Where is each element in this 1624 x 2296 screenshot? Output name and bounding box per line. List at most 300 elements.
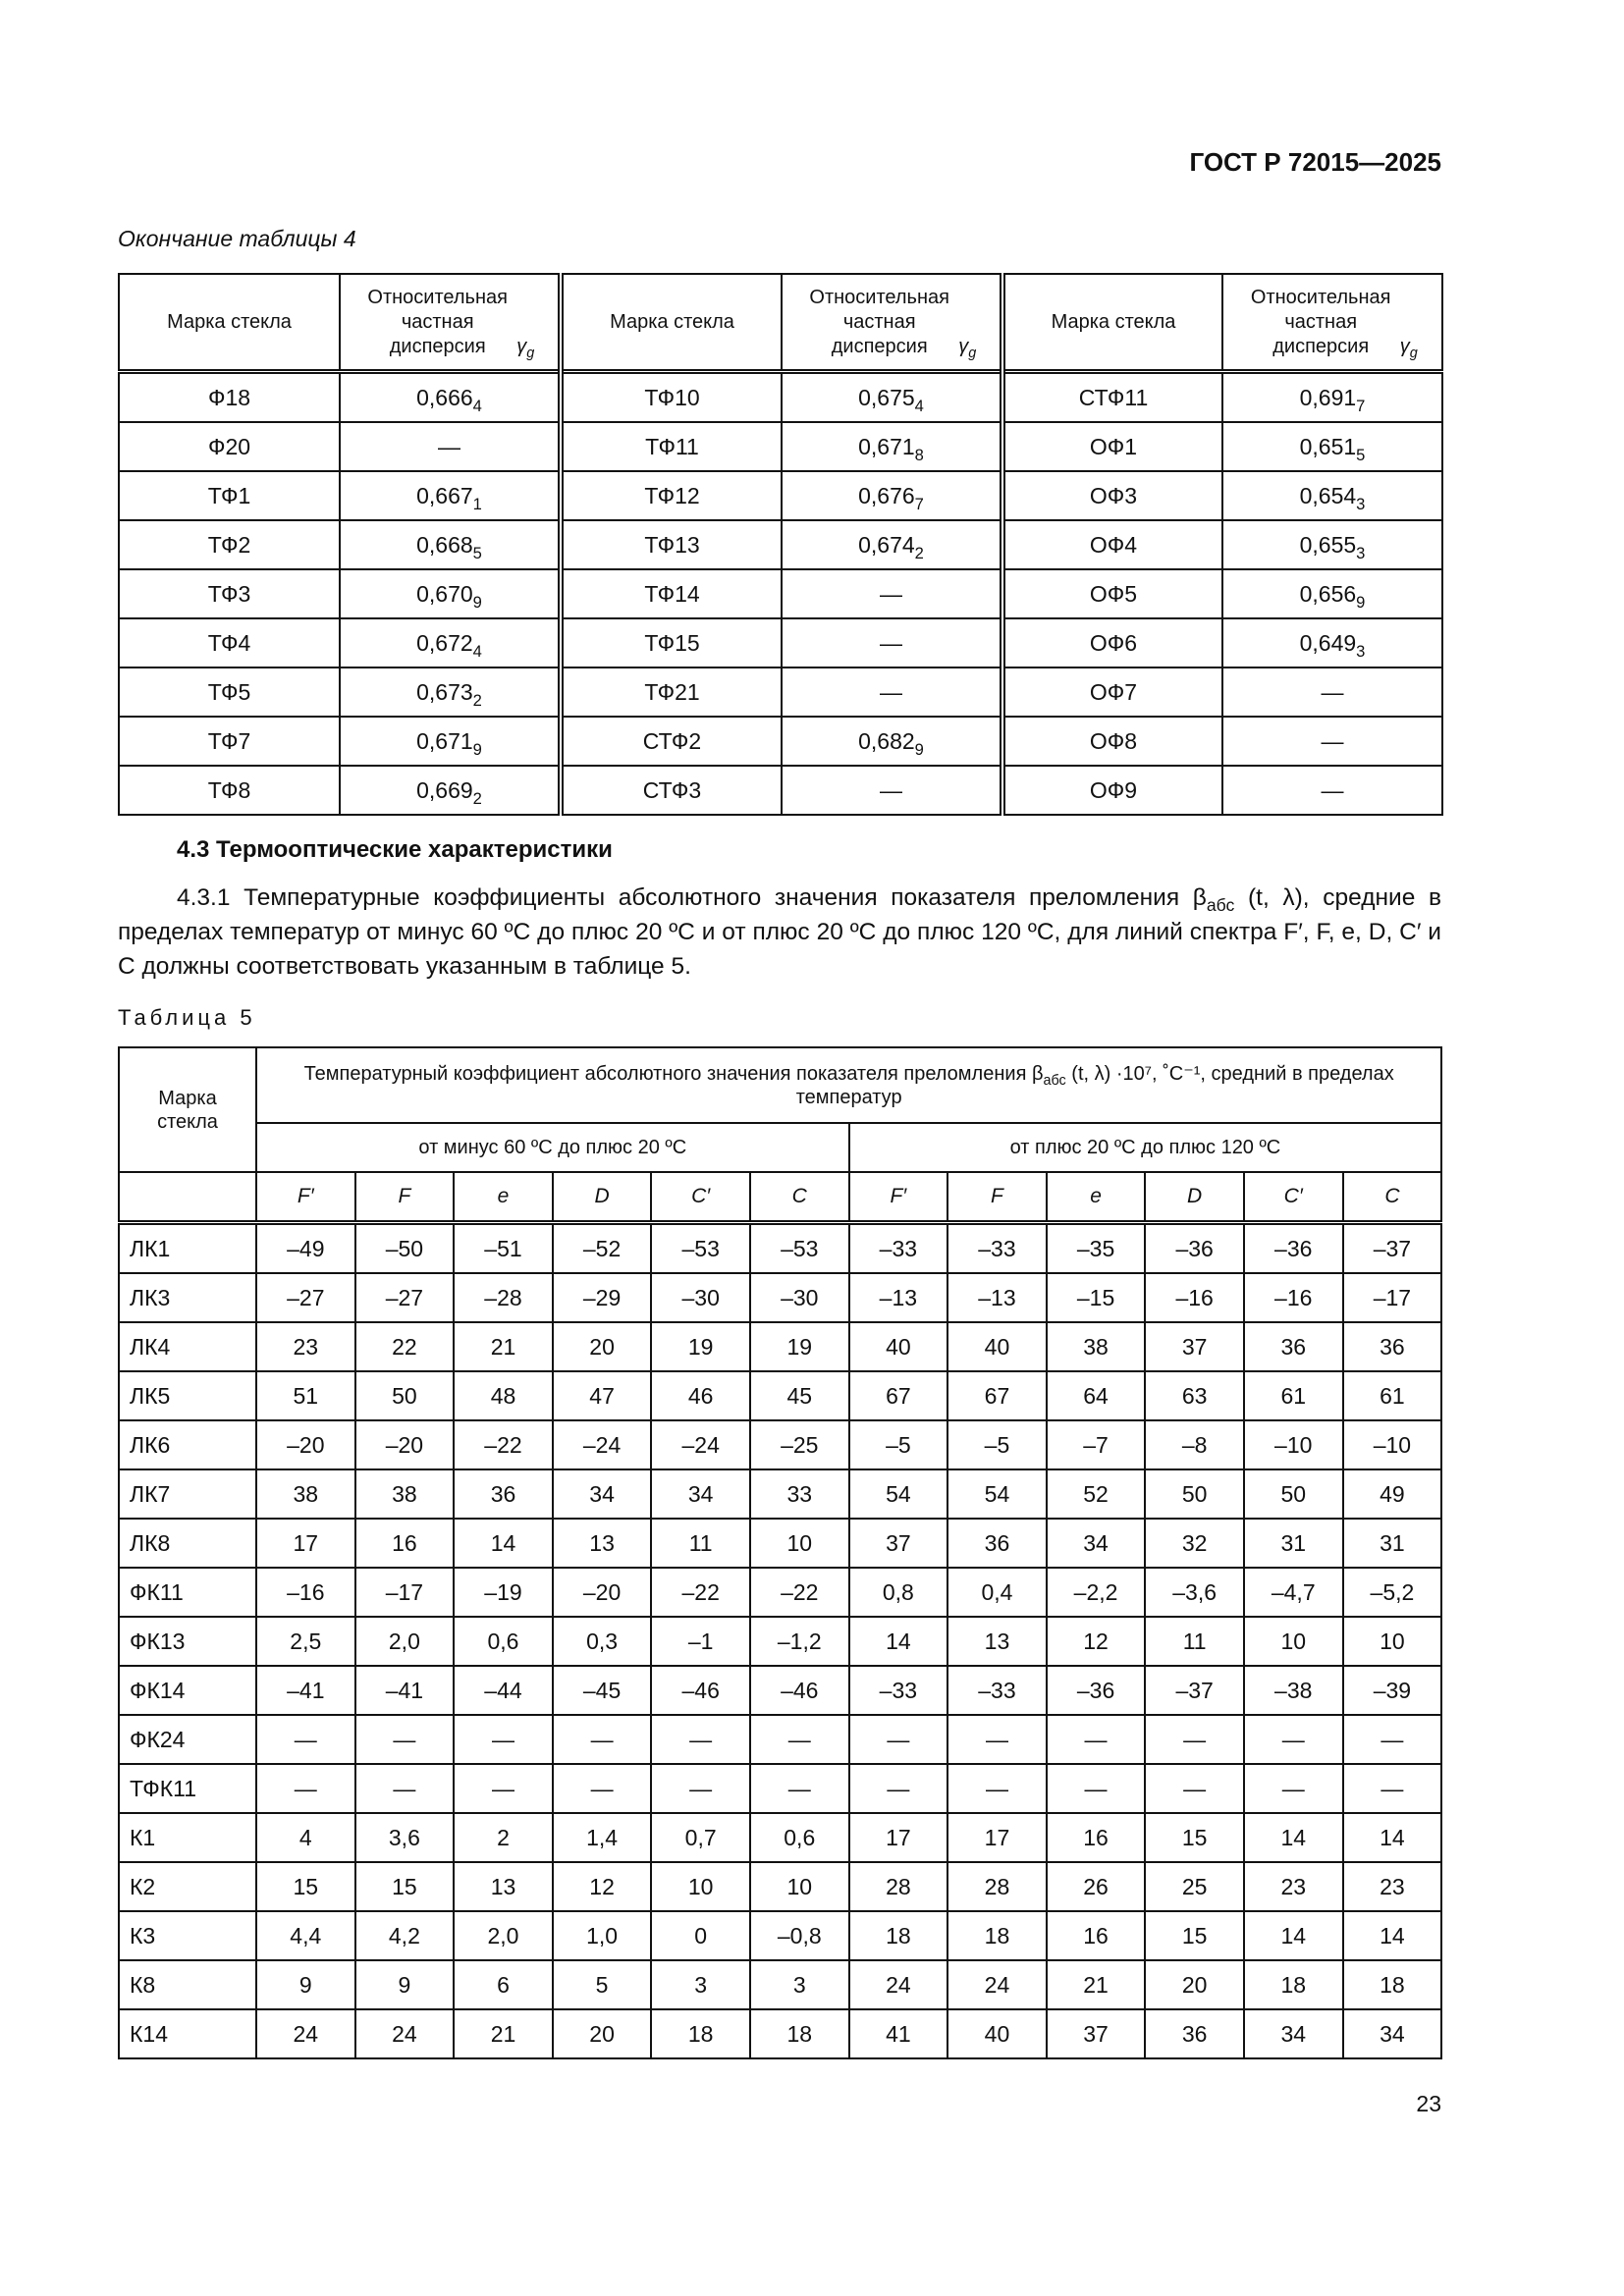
coefficient-value: 45 bbox=[750, 1371, 849, 1420]
value-sub: 5 bbox=[472, 543, 482, 562]
glass-mark: ЛК4 bbox=[119, 1322, 256, 1371]
spectral-line-header: F bbox=[947, 1172, 1047, 1223]
coefficient-value: 36 bbox=[454, 1469, 553, 1519]
paragraph-sub: абс bbox=[1206, 895, 1235, 916]
coefficient-value: 0,3 bbox=[553, 1617, 652, 1666]
value-main: — bbox=[438, 433, 460, 459]
dispersion-value bbox=[1222, 766, 1442, 815]
table5-caption: Таблица 5 bbox=[118, 1005, 256, 1030]
table-row bbox=[119, 1813, 1441, 1862]
table-row bbox=[119, 1911, 1441, 1960]
blank-cell bbox=[119, 1172, 256, 1223]
disp-label: Относительная частная дисперсия bbox=[1250, 286, 1391, 357]
spectral-line-header: C′ bbox=[1244, 1172, 1343, 1223]
coefficient-value: –41 bbox=[256, 1666, 355, 1715]
coefficient-value: –16 bbox=[256, 1568, 355, 1617]
coefficient-value: 14 bbox=[849, 1617, 948, 1666]
coefficient-value: –2,2 bbox=[1047, 1568, 1146, 1617]
value-sub: 2 bbox=[472, 690, 482, 710]
coefficient-value: 49 bbox=[1343, 1469, 1442, 1519]
coefficient-value: –53 bbox=[750, 1223, 849, 1274]
coefficient-value: –22 bbox=[454, 1420, 553, 1469]
dispersion-value bbox=[340, 717, 561, 766]
coefficient-value: 4,4 bbox=[256, 1911, 355, 1960]
paragraph-text: 4.3.1 Температурные коэффициенты абсолютного значения показателя преломления β bbox=[177, 884, 1207, 911]
coefficient-value: –49 bbox=[256, 1223, 355, 1274]
coefficient-value: 54 bbox=[947, 1469, 1047, 1519]
glass-mark: СТФ3 bbox=[561, 766, 782, 815]
spectral-line-header: F′ bbox=[256, 1172, 355, 1223]
coefficient-value: — bbox=[947, 1764, 1047, 1813]
coef-title: Температурный коэффициент абсолютного значения показателя преломления β bbox=[303, 1062, 1044, 1085]
coefficient-value: 28 bbox=[849, 1862, 948, 1911]
coef-title-post: (t, λ) ·10⁷, ˚С⁻¹, средний в пределах температур bbox=[795, 1062, 1394, 1108]
glass-mark: ФК14 bbox=[119, 1666, 256, 1715]
dispersion-value bbox=[340, 569, 561, 618]
dispersion-value bbox=[1222, 422, 1442, 471]
table-row bbox=[119, 569, 1442, 618]
coefficient-value: — bbox=[750, 1715, 849, 1764]
glass-mark: ТФ21 bbox=[561, 667, 782, 717]
table-row bbox=[119, 2009, 1441, 2058]
coefficient-value: — bbox=[947, 1715, 1047, 1764]
value-main: — bbox=[1321, 727, 1344, 754]
coefficient-value: — bbox=[256, 1764, 355, 1813]
coefficient-value: 11 bbox=[1145, 1617, 1244, 1666]
coefficient-value: 50 bbox=[1244, 1469, 1343, 1519]
coefficient-value: 67 bbox=[849, 1371, 948, 1420]
col-dispersion-header bbox=[1222, 274, 1442, 372]
spectral-line-header: e bbox=[1047, 1172, 1146, 1223]
coefficient-value: –33 bbox=[849, 1223, 948, 1274]
gamma-sub: g bbox=[1409, 345, 1418, 361]
value-main: — bbox=[880, 580, 902, 607]
coefficient-value: –15 bbox=[1047, 1273, 1146, 1322]
dispersion-value bbox=[782, 422, 1002, 471]
coefficient-value: 19 bbox=[750, 1322, 849, 1371]
coefficient-value: –17 bbox=[355, 1568, 455, 1617]
value-main: — bbox=[880, 629, 902, 656]
coefficient-value: 16 bbox=[1047, 1813, 1146, 1862]
spectral-line-header: C bbox=[750, 1172, 849, 1223]
coefficient-value: –10 bbox=[1343, 1420, 1442, 1469]
coefficient-value: 9 bbox=[355, 1960, 455, 2009]
coefficient-value: 37 bbox=[849, 1519, 948, 1568]
coefficient-value: 21 bbox=[454, 1322, 553, 1371]
coefficient-value: 0,6 bbox=[750, 1813, 849, 1862]
dispersion-value bbox=[340, 667, 561, 717]
coefficient-value: — bbox=[1145, 1715, 1244, 1764]
coefficient-value: 54 bbox=[849, 1469, 948, 1519]
glass-mark: ЛК7 bbox=[119, 1469, 256, 1519]
coefficient-value: 61 bbox=[1343, 1371, 1442, 1420]
coefficient-value: 15 bbox=[1145, 1813, 1244, 1862]
col-mark-header: Марка стекла bbox=[561, 274, 782, 372]
coefficient-value: 2,5 bbox=[256, 1617, 355, 1666]
coefficient-value: –36 bbox=[1047, 1666, 1146, 1715]
paragraph-rest: (t, λ), средние в пределах температур от минус 60 ºС до плюс 20 ºС и от плюс 20 ºС до плюс 120 ºС, для линий спектра F′, F, e, D, C′ и C должны соответствовать указанным в таблице 5. bbox=[118, 884, 1441, 980]
coefficient-value: — bbox=[1244, 1715, 1343, 1764]
coefficient-value: 38 bbox=[1047, 1322, 1146, 1371]
spectral-line-header: C′ bbox=[651, 1172, 750, 1223]
value-main: 0,691 bbox=[1299, 384, 1357, 410]
table-row bbox=[119, 1862, 1441, 1911]
value-main: 0,666 bbox=[416, 384, 473, 410]
glass-mark: ОФ7 bbox=[1002, 667, 1222, 717]
dispersion-value bbox=[782, 569, 1002, 618]
coefficient-value: –24 bbox=[553, 1420, 652, 1469]
coefficient-value: –33 bbox=[849, 1666, 948, 1715]
col-mark-header: Марка стекла bbox=[1002, 274, 1222, 372]
coefficient-value: 67 bbox=[947, 1371, 1047, 1420]
col-dispersion-header bbox=[340, 274, 561, 372]
coefficient-value: –16 bbox=[1244, 1273, 1343, 1322]
value-sub: 9 bbox=[1356, 592, 1366, 612]
coefficient-value: 14 bbox=[1343, 1911, 1442, 1960]
dispersion-value bbox=[782, 667, 1002, 717]
table-row bbox=[119, 1764, 1441, 1813]
coefficient-value: –36 bbox=[1145, 1223, 1244, 1274]
coefficient-value: –20 bbox=[553, 1568, 652, 1617]
dispersion-value bbox=[340, 471, 561, 520]
coefficient-value: 34 bbox=[1244, 2009, 1343, 2058]
coefficient-value: 34 bbox=[553, 1469, 652, 1519]
value-main: 0,667 bbox=[416, 482, 473, 508]
coefficient-value: –1 bbox=[651, 1617, 750, 1666]
coefficient-value: 23 bbox=[256, 1322, 355, 1371]
coefficient-value: 3 bbox=[651, 1960, 750, 2009]
coefficient-value: 40 bbox=[947, 1322, 1047, 1371]
coefficient-value: 33 bbox=[750, 1469, 849, 1519]
value-main: 0,674 bbox=[858, 531, 915, 558]
value-sub: 9 bbox=[472, 592, 482, 612]
coefficient-value: — bbox=[355, 1764, 455, 1813]
coefficient-value: 11 bbox=[651, 1519, 750, 1568]
coefficient-value: 37 bbox=[1145, 1322, 1244, 1371]
coefficient-value: 0,7 bbox=[651, 1813, 750, 1862]
dispersion-value bbox=[340, 520, 561, 569]
coefficient-value: –28 bbox=[454, 1273, 553, 1322]
disp-label: Относительная частная дисперсия bbox=[809, 286, 949, 357]
document-code: ГОСТ Р 72015—2025 bbox=[1189, 147, 1441, 177]
glass-mark: ФК11 bbox=[119, 1568, 256, 1617]
disp-label: Относительная частная дисперсия bbox=[367, 286, 508, 357]
gamma-symbol: γ bbox=[516, 335, 527, 357]
glass-mark: К8 bbox=[119, 1960, 256, 2009]
dispersion-value bbox=[1222, 471, 1442, 520]
coefficient-value: 0,8 bbox=[849, 1568, 948, 1617]
coefficient-value: –5,2 bbox=[1343, 1568, 1442, 1617]
page-number: 23 bbox=[1416, 2091, 1441, 2116]
value-main: 0,668 bbox=[416, 531, 473, 558]
coefficient-value: 21 bbox=[454, 2009, 553, 2058]
dispersion-value bbox=[1222, 618, 1442, 667]
coefficient-value: — bbox=[454, 1764, 553, 1813]
dispersion-value bbox=[1222, 667, 1442, 717]
glass-mark: ТФ8 bbox=[119, 766, 340, 815]
coefficient-value: 3,6 bbox=[355, 1813, 455, 1862]
coefficient-value: –53 bbox=[651, 1223, 750, 1274]
glass-mark: ОФ1 bbox=[1002, 422, 1222, 471]
value-main: — bbox=[1321, 678, 1344, 705]
table-row bbox=[119, 1469, 1441, 1519]
glass-mark: ТФ2 bbox=[119, 520, 340, 569]
dispersion-value bbox=[782, 618, 1002, 667]
coefficient-value: 40 bbox=[849, 1322, 948, 1371]
coefficient-value: — bbox=[651, 1715, 750, 1764]
coefficient-value: 48 bbox=[454, 1371, 553, 1420]
coefficient-value: 52 bbox=[1047, 1469, 1146, 1519]
dispersion-value bbox=[782, 766, 1002, 815]
coefficient-value: 46 bbox=[651, 1371, 750, 1420]
coefficient-value: — bbox=[651, 1764, 750, 1813]
coefficient-value: 14 bbox=[1343, 1813, 1442, 1862]
coefficient-value: 3 bbox=[750, 1960, 849, 2009]
coefficient-value: 20 bbox=[553, 1322, 652, 1371]
coefficient-value: –5 bbox=[947, 1420, 1047, 1469]
coefficient-value: 24 bbox=[947, 1960, 1047, 2009]
glass-mark: ОФ9 bbox=[1002, 766, 1222, 815]
coefficient-value: 24 bbox=[355, 2009, 455, 2058]
value-main: 0,671 bbox=[416, 727, 473, 754]
coefficient-value: 9 bbox=[256, 1960, 355, 2009]
coefficient-value: –45 bbox=[553, 1666, 652, 1715]
value-main: 0,655 bbox=[1299, 531, 1357, 558]
coefficient-value: –4,7 bbox=[1244, 1568, 1343, 1617]
glass-mark: К1 bbox=[119, 1813, 256, 1862]
coefficient-value: –35 bbox=[1047, 1223, 1146, 1274]
coefficient-value: 41 bbox=[849, 2009, 948, 2058]
coefficient-value: 1,4 bbox=[553, 1813, 652, 1862]
coefficient-value: –33 bbox=[947, 1666, 1047, 1715]
value-sub: 3 bbox=[1356, 494, 1366, 513]
dispersion-value bbox=[340, 618, 561, 667]
glass-mark: ТФ15 bbox=[561, 618, 782, 667]
coefficient-value: –0,8 bbox=[750, 1911, 849, 1960]
glass-mark: ЛК6 bbox=[119, 1420, 256, 1469]
coefficient-value: 23 bbox=[1343, 1862, 1442, 1911]
gamma-sub: g bbox=[526, 345, 535, 361]
glass-mark: ОФ5 bbox=[1002, 569, 1222, 618]
value-main: — bbox=[880, 776, 902, 803]
coefficient-value: 15 bbox=[256, 1862, 355, 1911]
glass-mark: ФК13 bbox=[119, 1617, 256, 1666]
coefficient-value: –20 bbox=[355, 1420, 455, 1469]
value-main: 0,669 bbox=[416, 776, 473, 803]
coefficient-value: 12 bbox=[1047, 1617, 1146, 1666]
glass-mark: ЛК8 bbox=[119, 1519, 256, 1568]
coefficient-value: –39 bbox=[1343, 1666, 1442, 1715]
dispersion-value bbox=[340, 422, 561, 471]
coefficient-value: –36 bbox=[1244, 1223, 1343, 1274]
spectral-line-header: C bbox=[1343, 1172, 1442, 1223]
coefficient-value: –8 bbox=[1145, 1420, 1244, 1469]
coefficient-value: –46 bbox=[651, 1666, 750, 1715]
glass-mark: К2 bbox=[119, 1862, 256, 1911]
glass-mark: ФК24 bbox=[119, 1715, 256, 1764]
glass-mark: ТФ4 bbox=[119, 618, 340, 667]
table4-caption: Окончание таблицы 4 bbox=[118, 226, 356, 251]
coefficient-value: 61 bbox=[1244, 1371, 1343, 1420]
value-sub: 7 bbox=[1356, 396, 1366, 415]
range1-header: от минус 60 ºС до плюс 20 ºС bbox=[256, 1123, 849, 1172]
glass-mark: ТФ1 bbox=[119, 471, 340, 520]
coefficient-value: 2,0 bbox=[454, 1911, 553, 1960]
spectral-line-header: F bbox=[355, 1172, 455, 1223]
gamma-sub: g bbox=[968, 345, 977, 361]
coefficient-value: 17 bbox=[947, 1813, 1047, 1862]
coefficient-value: –37 bbox=[1343, 1223, 1442, 1274]
coefficient-value: 4,2 bbox=[355, 1911, 455, 1960]
coefficient-value: 4 bbox=[256, 1813, 355, 1862]
value-sub: 9 bbox=[472, 739, 482, 759]
coefficient-value: –7 bbox=[1047, 1420, 1146, 1469]
coefficient-value: –17 bbox=[1343, 1273, 1442, 1322]
coefficient-value: 18 bbox=[947, 1911, 1047, 1960]
coefficient-value: 22 bbox=[355, 1322, 455, 1371]
table-row bbox=[119, 520, 1442, 569]
coefficient-value: 0,4 bbox=[947, 1568, 1047, 1617]
coefficient-value: — bbox=[355, 1715, 455, 1764]
value-main: — bbox=[880, 678, 902, 705]
coefficient-value: –50 bbox=[355, 1223, 455, 1274]
dispersion-value bbox=[782, 717, 1002, 766]
dispersion-value bbox=[340, 372, 561, 423]
coefficient-value: –41 bbox=[355, 1666, 455, 1715]
coefficient-value: –1,2 bbox=[750, 1617, 849, 1666]
coefficient-value: — bbox=[1343, 1715, 1442, 1764]
coefficient-value: –29 bbox=[553, 1273, 652, 1322]
coefficient-value: 2 bbox=[454, 1813, 553, 1862]
col-mark-header: Марка стекла bbox=[119, 274, 340, 372]
coefficient-value: 10 bbox=[651, 1862, 750, 1911]
value-sub: 2 bbox=[472, 788, 482, 808]
coefficient-value: –19 bbox=[454, 1568, 553, 1617]
coefficient-value: 13 bbox=[553, 1519, 652, 1568]
spectral-line-header: F′ bbox=[849, 1172, 948, 1223]
spectral-line-header: e bbox=[454, 1172, 553, 1223]
value-main: 0,670 bbox=[416, 580, 473, 607]
coefficient-value: — bbox=[849, 1715, 948, 1764]
coefficient-value: 25 bbox=[1145, 1862, 1244, 1911]
coefficient-value: 38 bbox=[355, 1469, 455, 1519]
coefficient-value: 36 bbox=[1145, 2009, 1244, 2058]
coefficient-value: 34 bbox=[1047, 1519, 1146, 1568]
value-sub: 5 bbox=[1356, 445, 1366, 464]
gamma-symbol: γ bbox=[958, 335, 969, 357]
coefficient-header bbox=[256, 1047, 1441, 1123]
value-main: 0,654 bbox=[1299, 482, 1357, 508]
glass-mark: ОФ6 bbox=[1002, 618, 1222, 667]
coefficient-value: 50 bbox=[1145, 1469, 1244, 1519]
table-row bbox=[119, 667, 1442, 717]
coefficient-value: 38 bbox=[256, 1469, 355, 1519]
coefficient-value: — bbox=[553, 1764, 652, 1813]
glass-mark: ОФ3 bbox=[1002, 471, 1222, 520]
coefficient-value: 31 bbox=[1343, 1519, 1442, 1568]
coefficient-value: –27 bbox=[256, 1273, 355, 1322]
value-main: 0,672 bbox=[416, 629, 473, 656]
coefficient-value: –5 bbox=[849, 1420, 948, 1469]
coefficient-value: 20 bbox=[1145, 1960, 1244, 2009]
coefficient-value: — bbox=[1145, 1764, 1244, 1813]
coef-sub: абс bbox=[1043, 1072, 1066, 1089]
coefficient-value: 36 bbox=[1343, 1322, 1442, 1371]
coefficient-value: 20 bbox=[553, 2009, 652, 2058]
table-5 bbox=[118, 1046, 1442, 2059]
glass-mark: Ф18 bbox=[119, 372, 340, 423]
coefficient-value: 32 bbox=[1145, 1519, 1244, 1568]
dispersion-value bbox=[340, 766, 561, 815]
coefficient-value: 18 bbox=[651, 2009, 750, 2058]
table-row bbox=[119, 1960, 1441, 2009]
coefficient-value: — bbox=[1244, 1764, 1343, 1813]
coefficient-value: 17 bbox=[849, 1813, 948, 1862]
table-row bbox=[119, 1568, 1441, 1617]
coefficient-value: — bbox=[1047, 1764, 1146, 1813]
value-sub: 9 bbox=[914, 739, 924, 759]
table-row bbox=[119, 717, 1442, 766]
coefficient-value: 1,0 bbox=[553, 1911, 652, 1960]
coefficient-value: 0 bbox=[651, 1911, 750, 1960]
coefficient-value: –46 bbox=[750, 1666, 849, 1715]
value-main: 0,671 bbox=[858, 433, 915, 459]
table-4 bbox=[118, 273, 1443, 816]
table-row bbox=[119, 1273, 1441, 1322]
table-row bbox=[119, 1371, 1441, 1420]
dispersion-value bbox=[782, 372, 1002, 423]
spectral-line-header: D bbox=[1145, 1172, 1244, 1223]
table-row bbox=[119, 1322, 1441, 1371]
coefficient-value: 17 bbox=[256, 1519, 355, 1568]
glass-mark: ТФ10 bbox=[561, 372, 782, 423]
coefficient-value: –33 bbox=[947, 1223, 1047, 1274]
coefficient-value: — bbox=[256, 1715, 355, 1764]
glass-mark: ЛК1 bbox=[119, 1223, 256, 1274]
coefficient-value: 18 bbox=[750, 2009, 849, 2058]
coefficient-value: 15 bbox=[1145, 1911, 1244, 1960]
coefficient-value: — bbox=[1047, 1715, 1146, 1764]
coefficient-value: 2,0 bbox=[355, 1617, 455, 1666]
value-main: — bbox=[1321, 776, 1344, 803]
glass-mark: ОФ4 bbox=[1002, 520, 1222, 569]
spectral-line-header: D bbox=[553, 1172, 652, 1223]
table-row bbox=[119, 766, 1442, 815]
dispersion-value bbox=[782, 520, 1002, 569]
coefficient-value: –38 bbox=[1244, 1666, 1343, 1715]
table-row bbox=[119, 471, 1442, 520]
coefficient-value: — bbox=[750, 1764, 849, 1813]
value-sub: 3 bbox=[1356, 641, 1366, 661]
coefficient-value: 16 bbox=[355, 1519, 455, 1568]
coefficient-value: 63 bbox=[1145, 1371, 1244, 1420]
coefficient-value: 24 bbox=[849, 1960, 948, 2009]
glass-mark: К14 bbox=[119, 2009, 256, 2058]
glass-mark: СТФ11 bbox=[1002, 372, 1222, 423]
glass-mark: ОФ8 bbox=[1002, 717, 1222, 766]
value-main: 0,675 bbox=[858, 384, 915, 410]
value-sub: 3 bbox=[1356, 543, 1366, 562]
table-row bbox=[119, 1617, 1441, 1666]
value-sub: 8 bbox=[914, 445, 924, 464]
value-main: 0,649 bbox=[1299, 629, 1357, 656]
value-main: 0,676 bbox=[858, 482, 915, 508]
coefficient-value: –3,6 bbox=[1145, 1568, 1244, 1617]
coefficient-value: 10 bbox=[1343, 1617, 1442, 1666]
glass-mark: ЛК3 bbox=[119, 1273, 256, 1322]
table-row bbox=[119, 422, 1442, 471]
glass-mark: ТФ11 bbox=[561, 422, 782, 471]
